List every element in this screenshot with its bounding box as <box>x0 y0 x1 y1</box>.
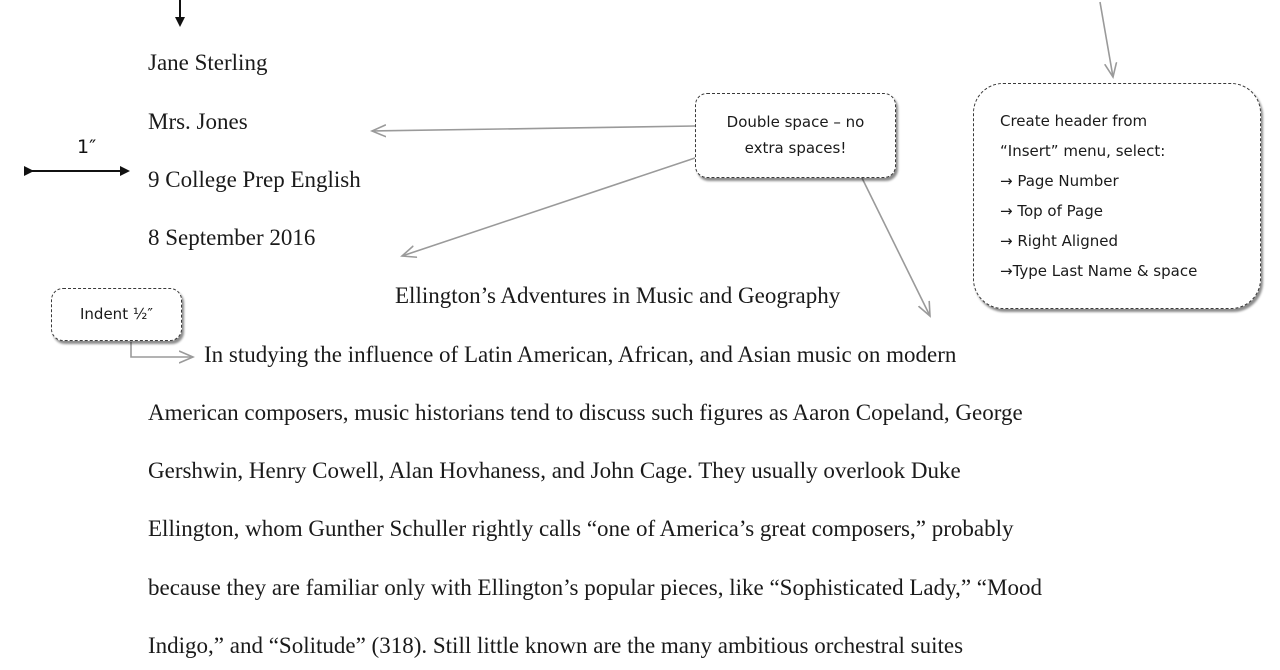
body-line: Indigo,” and “Solitude” (318). Still little known are the many ambitious orchestral suites <box>148 633 964 658</box>
double-space-callout <box>695 93 896 178</box>
callout-line: → Page Number <box>1000 172 1119 190</box>
student-name: Jane Sterling <box>148 50 268 75</box>
double-space-arrow-2 <box>402 158 695 256</box>
margin-label: 1″ <box>77 136 97 158</box>
indent-arrow <box>131 342 193 357</box>
body-line: because they are familiar only with Ellington’s popular pieces, like “Sophisticated Lady,” “Mood <box>148 575 1042 600</box>
callout-line: Create header from <box>1000 112 1148 130</box>
double-space-arrow-1 <box>372 126 695 131</box>
teacher-name: Mrs. Jones <box>148 109 248 134</box>
callout-line: →Type Last Name & space <box>1000 262 1198 280</box>
body-line: Gershwin, Henry Cowell, Alan Hovhaness, and John Cage. They usually overlook Duke <box>148 458 961 483</box>
date: 8 September 2016 <box>148 225 316 250</box>
double-space-arrow-3 <box>862 178 930 316</box>
callout-line: Indent ½″ <box>80 305 153 323</box>
callout-line: → Top of Page <box>1000 202 1103 220</box>
body-line: In studying the influence of Latin American, African, and Asian music on modern <box>204 342 957 367</box>
indent-callout <box>51 288 182 341</box>
course-name: 9 College Prep English <box>148 167 361 192</box>
callout-line: “Insert” menu, select: <box>1000 142 1166 160</box>
callout-line: → Right Aligned <box>1000 232 1118 250</box>
callout-line: extra spaces! <box>744 139 847 157</box>
paper-title: Ellington’s Adventures in Music and Geography <box>395 283 841 308</box>
header-callout <box>973 83 1261 309</box>
header-callout-arrow <box>1100 2 1113 77</box>
body-line: American composers, music historians tend to discuss such figures as Aaron Copeland, George <box>148 400 1023 425</box>
body-line: Ellington, whom Gunther Schuller rightly calls “one of America’s great composers,” probably <box>148 516 1014 541</box>
callout-line: Double space – no <box>726 113 865 131</box>
